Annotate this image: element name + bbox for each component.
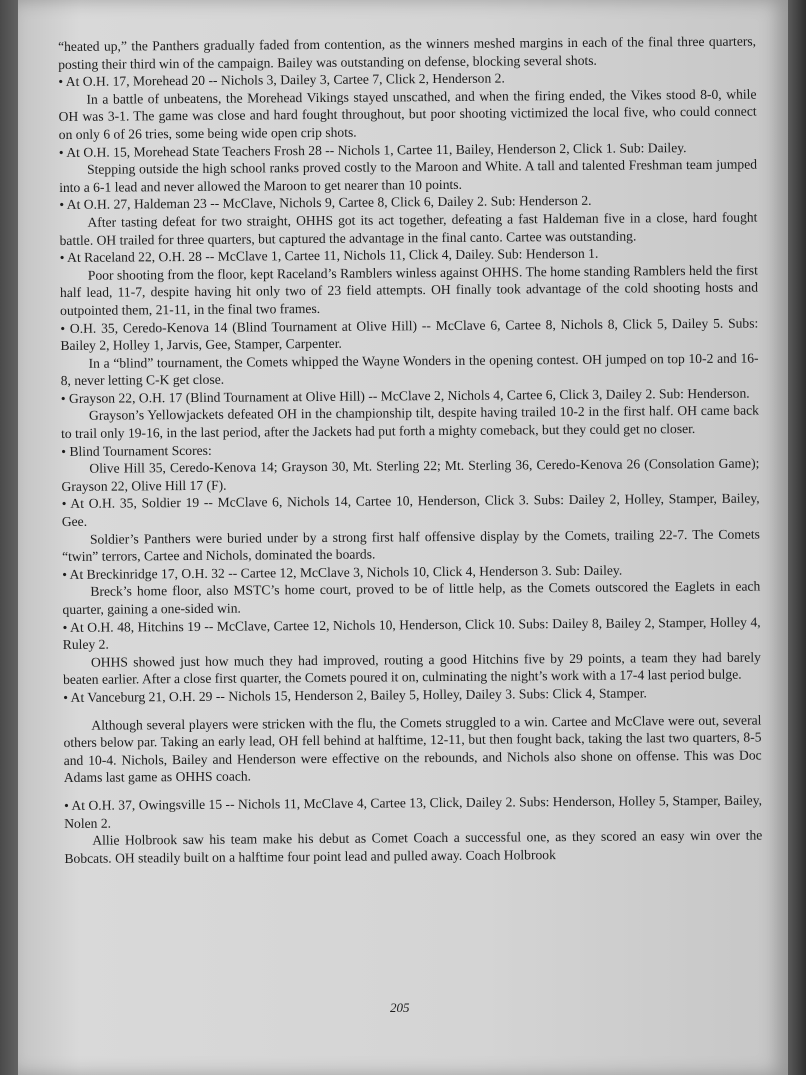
paragraph: Soldier’s Panthers were buried under by a strong first half offensive display by the Comets, trailing 22-7. The Comets “twin” terrors, Cartee and Nichols, dominated the boards.	[62, 526, 760, 565]
game-score-line: • At Breckinridge 17, O.H. 32 -- Cartee 12, McClave 3, Nichols 10, Click 4, Henderson 3. Sub: Dailey.	[62, 560, 760, 583]
game-score-line: • O.H. 35, Ceredo-Kenova 14 (Blind Tournament at Olive Hill) -- McClave 6, Cartee 8, Nichols 8, Click 5, Dailey 5. Subs: Bailey 2, Holley 1, Jarvis, Gee, Stamper, Carpenter.	[60, 314, 758, 355]
game-score-line: • At Raceland 22, O.H. 28 -- McClave 1, Cartee 11, Nichols 11, Click 4, Dailey. Sub: Henderson 1.	[60, 244, 758, 267]
paragraph: OHHS showed just how much they had improved, routing a good Hitchins five by 29 points, a team they had barely beaten earlier. After a close first quarter, the Comets poured it on, culminating the night’s work with a 17-4 last period bulge.	[62, 649, 761, 688]
paragraph: Although several players were stricken with the flu, the Comets struggled to a win. Cartee and McClave were out, several others below par. Taking an early lead, OH fell behind at halftime, 12-11, but then fought back, taking the last two quarters, 8-5 and 10-4. Nichols, Bailey and Henderson were effective on the rebounds, and Nichols also shone on offense. This was Doc Adams last game as OHHS coach.	[63, 712, 762, 786]
paragraph: In a battle of unbeatens, the Morehead Vikings stayed unscathed, and when the firing ended, the Vikes stood 8-0, while OH was 3-1. The game was close and hard fought throughout, but poor shooting victimized the local five, who could connect on only 6 of 26 tries, some being wide open crip shots.	[58, 86, 757, 142]
game-score-line: • At O.H. 27, Haldeman 23 -- McClave, Nichols 9, Cartee 8, Click 6, Dailey 2. Sub: Henderson 2.	[59, 191, 757, 214]
game-score-line: • At O.H. 37, Owingsville 15 -- Nichols 11, McClave 4, Cartee 13, Click, Dailey 2. Subs: Henderson, Holley 5, Stamper, Bailey, Nolen 2.	[64, 791, 762, 832]
paragraph: In a “blind” tournament, the Comets whipped the Wayne Wonders in the opening contest. OH jumped on top 10-2 and 16-8, never letting C-K get close.	[60, 350, 759, 389]
book-page	[18, 0, 788, 1075]
game-score-line: • At O.H. 35, Soldier 19 -- McClave 6, Nichols 14, Cartee 10, Henderson, Click 3. Subs: Dailey 2, Holley, Stamper, Bailey, Gee.	[62, 490, 760, 531]
paragraph: Poor shooting from the floor, kept Raceland’s Ramblers winless against OHHS. The home standing Ramblers held the first half lead, 11-7, despite having hit only two of 23 field attempts. OH finally took advantage of the cold shooting hosts and outpointed them, 21-11, in the final two frames.	[59, 262, 759, 318]
page-number: 205	[390, 1000, 410, 1015]
paragraph: Grayson’s Yellowjackets defeated OH in the championship tilt, despite having trailed 10-2 in the first half. OH came back to trail only 19-16, in the last period, after the Jackets had put forth a mighty comeback, but they could get no closer.	[61, 402, 760, 442]
game-score-line: • Blind Tournament Scores:	[61, 437, 759, 460]
paragraph: “heated up,” the Panthers gradually faded from contention, as the winners meshed margins in each of the final three quarters, posting their third win of the campaign. Bailey was outstanding on defense, blocking several shots.	[58, 33, 757, 72]
game-score-line: • Grayson 22, O.H. 17 (Blind Tournament at Olive Hill) -- McClave 2, Nichols 4, Cartee 6, Click 3, Dailey 2. Sub: Henderson.	[61, 384, 759, 407]
paragraph: Olive Hill 35, Ceredo-Kenova 14; Grayson 30, Mt. Sterling 22; Mt. Sterling 36, Ceredo-Kenova 26 (Consolation Game); Grayson 22, Olive Hill 17 (F).	[61, 455, 760, 494]
game-score-line: • At O.H. 15, Morehead State Teachers Frosh 28 -- Nichols 1, Cartee 11, Bailey, Henderson 2, Click 1. Sub: Dailey.	[59, 138, 757, 161]
game-score-line: • At O.H. 17, Morehead 20 -- Nichols 3, Dailey 3, Cartee 7, Click 2, Henderson 2.	[58, 68, 756, 91]
paragraph: Breck’s home floor, also MSTC’s home court, proved to be of little help, as the Comets outscored the Eaglets in each quarter, gaining a one-sided win.	[62, 578, 761, 617]
paragraph: Stepping outside the high school ranks proved costly to the Maroon and White. A tall and talented Freshman team jumped into a 6-1 lead and never allowed the Maroon to get nearer than 10 points.	[59, 156, 758, 195]
paragraph: Allie Holbrook saw his team make his debut as Comet Coach a successful one, as they scored an easy win over the Bobcats. OH steadily built on a halftime four point lead and pulled away. Coach Holbrook	[64, 827, 763, 866]
game-score-line: • At O.H. 48, Hitchins 19 -- McClave, Cartee 12, Nichols 10, Henderson, Click 10. Subs: Dailey 8, Bailey 2, Stamper, Holley 4, Ruley 2.	[63, 613, 761, 654]
paragraph: After tasting defeat for two straight, OHHS got its act together, defeating a fast Haldeman five in a close, hard fought battle. OH trailed for three quarters, but captured the advantage in the final canto. Cartee was outstanding.	[59, 209, 758, 248]
game-score-line: • At Vanceburg 21, O.H. 29 -- Nichols 15, Henderson 2, Bailey 5, Holley, Dailey 3. Subs: Click 4, Stamper.	[63, 683, 761, 706]
page-text-column	[58, 33, 762, 868]
book-edge-shadow	[788, 0, 806, 1075]
